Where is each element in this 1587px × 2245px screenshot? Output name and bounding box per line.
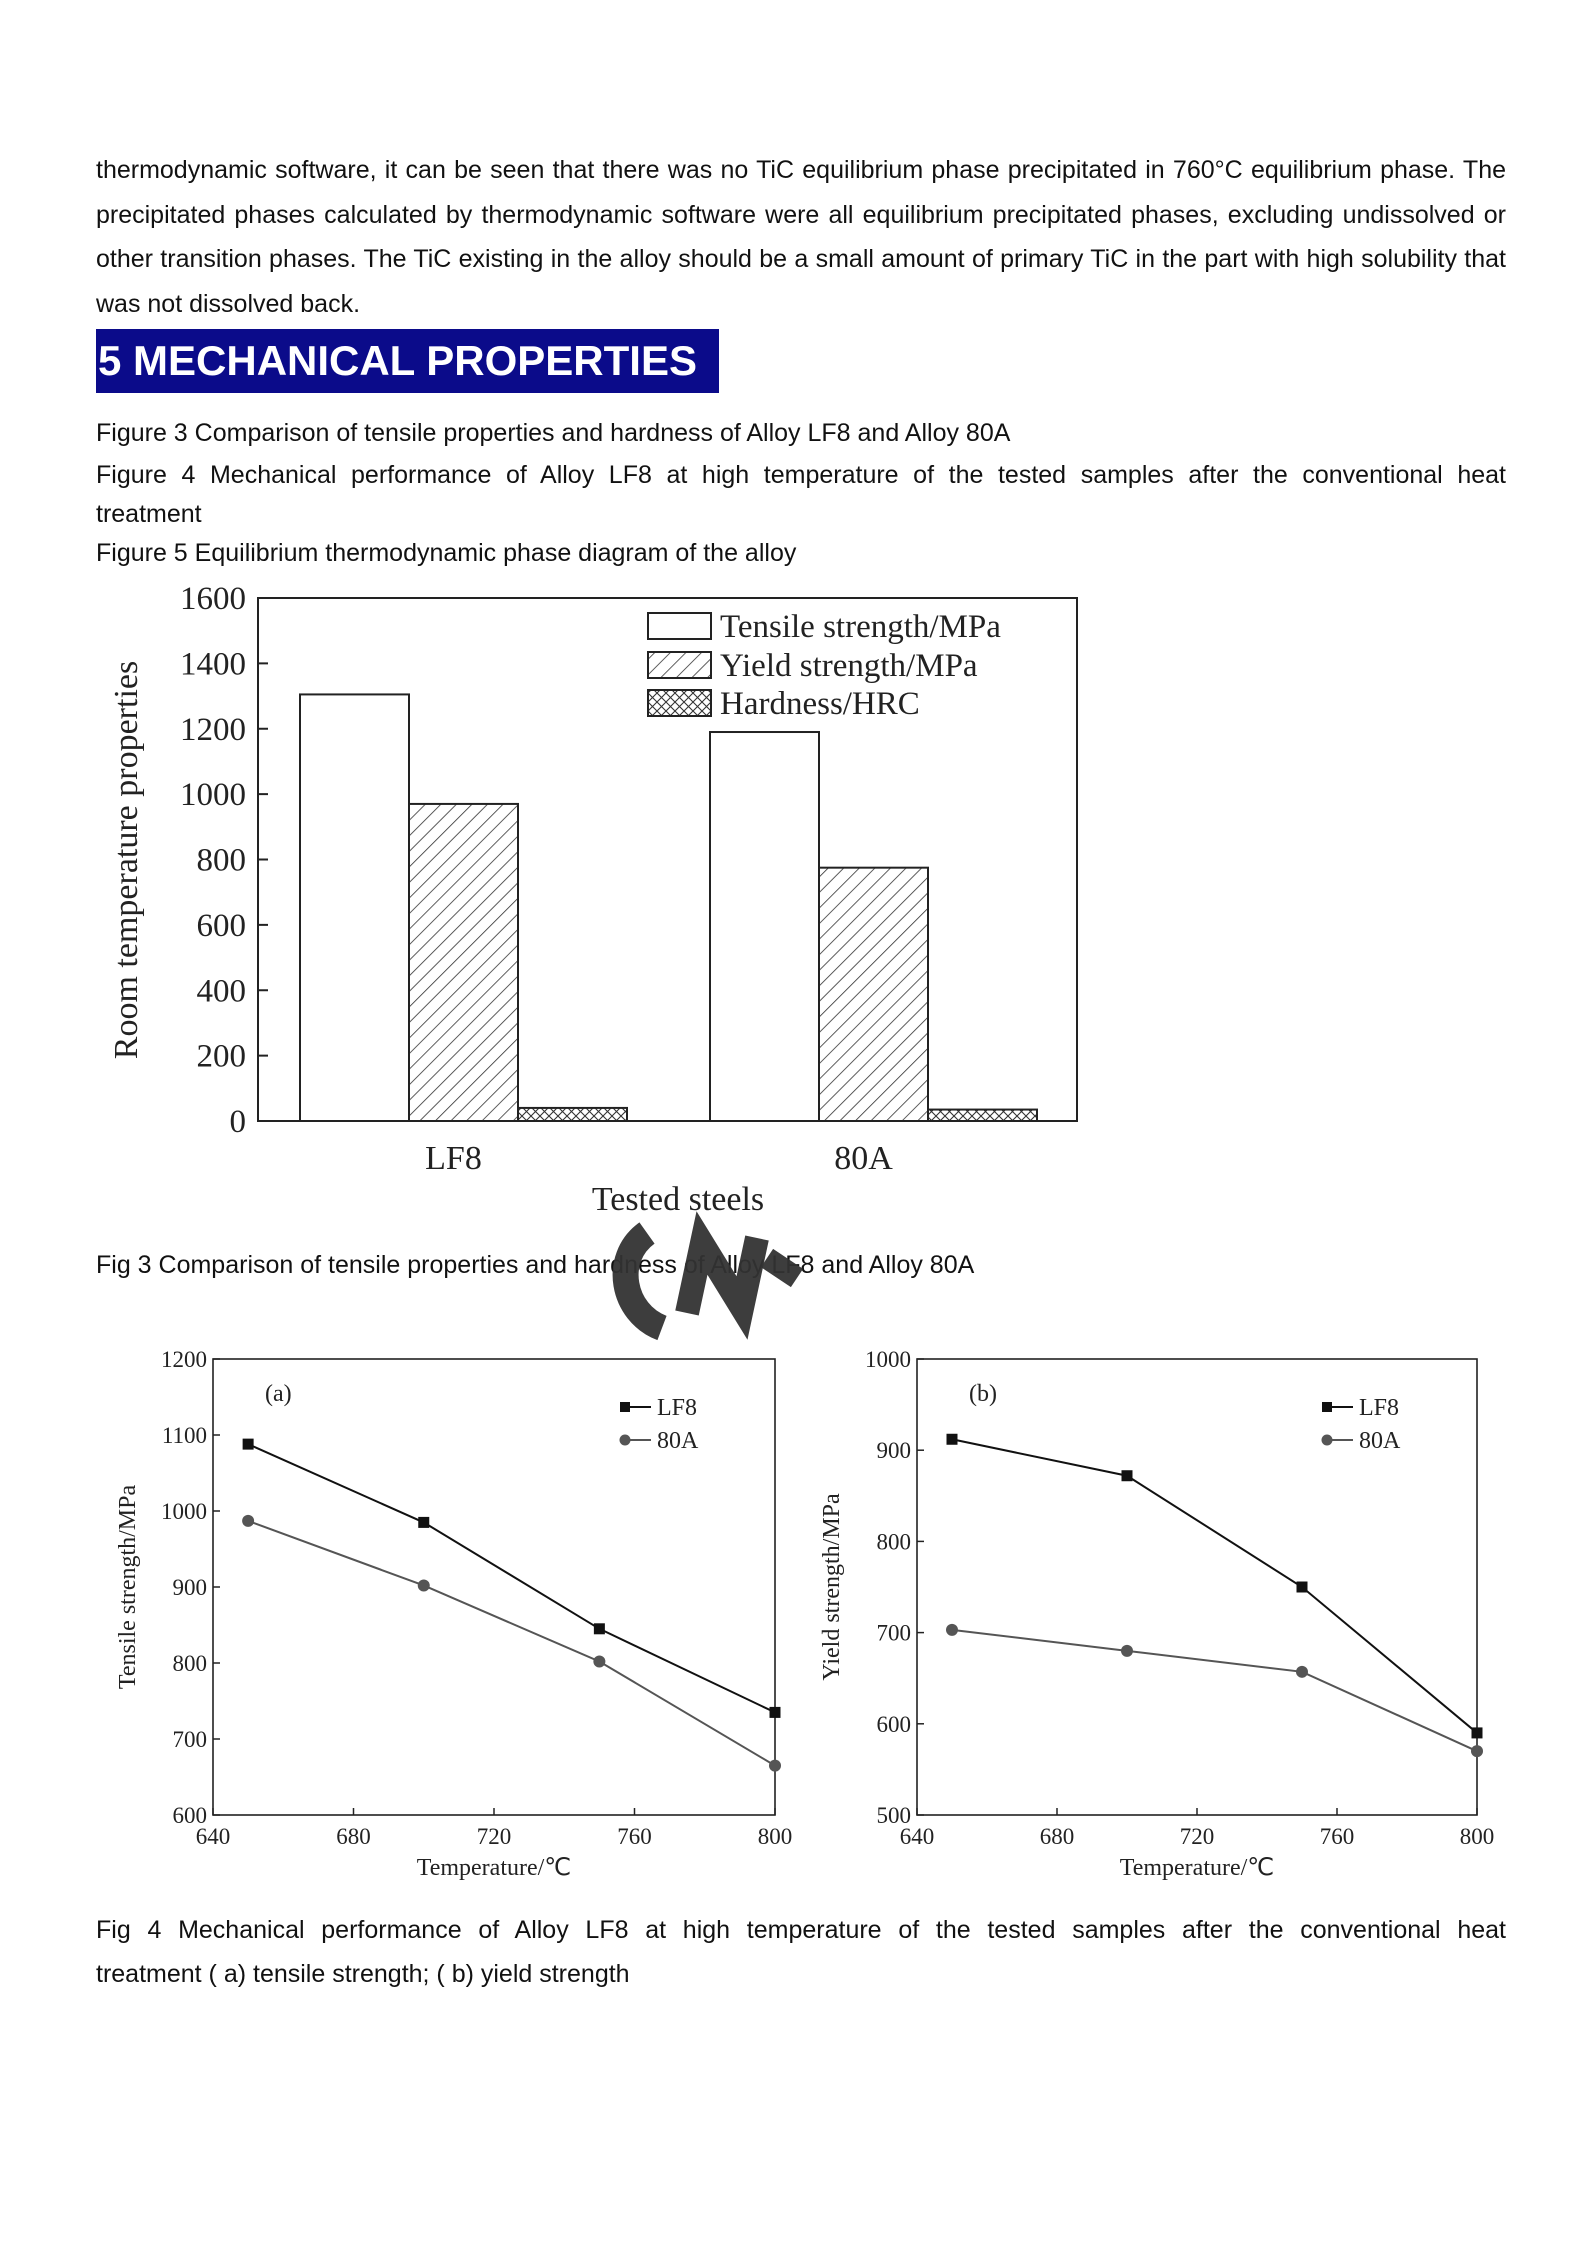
yield-line-lf8 — [952, 1439, 1477, 1733]
tensile-x-tick-label: 680 — [336, 1824, 371, 1849]
yield-point-lf8 — [1122, 1470, 1133, 1481]
y-tick-label: 400 — [196, 973, 246, 1010]
yield-legend-entry: LF8 — [1359, 1395, 1400, 1421]
y-tick-label: 800 — [196, 842, 246, 879]
legend-entry: Yield strength/MPa — [720, 648, 978, 684]
tensile-y-tick-label: 1000 — [161, 1499, 207, 1524]
yield-panel-label: (b) — [969, 1381, 997, 1407]
tensile-x-tick-label: 640 — [195, 1824, 231, 1849]
tensile-y-tick-label: 900 — [172, 1575, 207, 1600]
x-category-label: 80A — [834, 1140, 893, 1177]
yield-x-tick-label: 800 — [1459, 1824, 1495, 1849]
yield-point-lf8 — [947, 1434, 958, 1445]
yield-point-80a — [1121, 1645, 1133, 1657]
yield-legend-marker — [1322, 1435, 1333, 1446]
y-tick-label: 1600 — [180, 581, 246, 617]
yield-x-tick-label: 760 — [1319, 1824, 1355, 1849]
x-axis-label: Tested steels — [591, 1181, 765, 1218]
tensile-legend-entry: LF8 — [657, 1395, 698, 1421]
y-tick-label: 1200 — [180, 711, 246, 748]
figure-list-item-4-cont: treatment — [96, 500, 202, 528]
legend-entry: Hardness/HRC — [720, 686, 920, 722]
yield-y-tick-label: 700 — [876, 1620, 911, 1646]
fig4-caption-line1: Fig 4 Mechanical performance of Alloy LF8 at high temperature of the tested samples after the conventional heat — [96, 1916, 1506, 1944]
figure-list-item-4: Figure 4 Mechanical performance of Alloy LF8 at high temperature of the tested samples after the conventional heat — [96, 461, 1506, 489]
tensile-y-tick-label: 600 — [172, 1803, 207, 1828]
tensile-x-tick-label: 720 — [476, 1824, 512, 1849]
yield-y-tick-label: 600 — [876, 1711, 911, 1737]
tensile-x-tick-label: 800 — [757, 1824, 793, 1849]
yield-legend-entry: 80A — [1359, 1428, 1401, 1454]
figure-list-item-3: Figure 3 Comparison of tensile properties and hardness of Alloy LF8 and Alloy 80A — [96, 419, 1011, 447]
yield-line-80a — [952, 1630, 1477, 1751]
yield-legend-marker — [1322, 1402, 1332, 1412]
tensile-y-tick-label: 800 — [172, 1651, 207, 1676]
section-heading: 5 MECHANICAL PROPERTIES — [96, 329, 719, 393]
legend-entry: Tensile strength/MPa — [720, 609, 1001, 645]
yield-point-lf8 — [1297, 1582, 1308, 1593]
tensile-y-tick-label: 1200 — [161, 1347, 207, 1372]
yield-x-tick-label: 640 — [899, 1824, 935, 1849]
tensile-x-tick-label: 760 — [617, 1824, 652, 1849]
yield-x-tick-label: 680 — [1039, 1824, 1075, 1849]
yield-x-tick-label: 720 — [1179, 1824, 1215, 1849]
yield-point-80a — [946, 1624, 958, 1636]
tensile-y-tick-label: 1100 — [161, 1423, 207, 1448]
yield-x-axis-label: Temperature/℃ — [1119, 1855, 1275, 1881]
y-tick-label: 0 — [229, 1104, 246, 1140]
x-category-label: LF8 — [425, 1140, 482, 1177]
y-axis-label: Room temperature properties — [108, 660, 145, 1060]
yield-y-axis-label: Yield strength/MPa — [819, 1493, 845, 1681]
y-tick-label: 200 — [196, 1038, 246, 1075]
intro-paragraph: thermodynamic software, it can be seen that there was no TiC equilibrium phase precipitated in 760°C equilibrium phase. The precipitated phases calculated by thermodynamic software were all equilibrium precipitated phases, excluding undissolved or other transition phases. The TiC existing in the alloy should be a small amount of primary TiC in the part with high solubility that was not dissolved back. — [96, 156, 1506, 318]
yield-point-80a — [1471, 1745, 1483, 1757]
tensile-y-tick-label: 700 — [172, 1727, 207, 1752]
y-tick-label: 1400 — [180, 646, 246, 683]
tensile-legend-entry: 80A — [657, 1428, 699, 1454]
fig3-caption: Fig 3 Comparison of tensile properties and hardness of Alloy LF8 and Alloy 80A — [96, 1251, 975, 1279]
y-tick-label: 600 — [196, 907, 246, 944]
tensile-panel-label: (a) — [265, 1381, 292, 1407]
tensile-x-axis-label: Temperature/℃ — [416, 1855, 572, 1881]
tensile-y-axis-label: Tensile strength/MPa — [115, 1484, 141, 1690]
yield-y-tick-label: 800 — [876, 1529, 911, 1555]
yield-y-tick-label: 500 — [876, 1803, 911, 1828]
fig4-caption-line2: treatment ( a) tensile strength; ( b) yield strength — [96, 1960, 630, 1988]
yield-y-tick-label: 1000 — [865, 1347, 911, 1372]
y-tick-label: 1000 — [180, 777, 246, 814]
yield-point-lf8 — [1472, 1727, 1483, 1738]
yield-y-tick-label: 900 — [876, 1438, 911, 1464]
yield-point-80a — [1296, 1666, 1308, 1678]
figure-list-item-5: Figure 5 Equilibrium thermodynamic phase diagram of the alloy — [96, 539, 797, 567]
